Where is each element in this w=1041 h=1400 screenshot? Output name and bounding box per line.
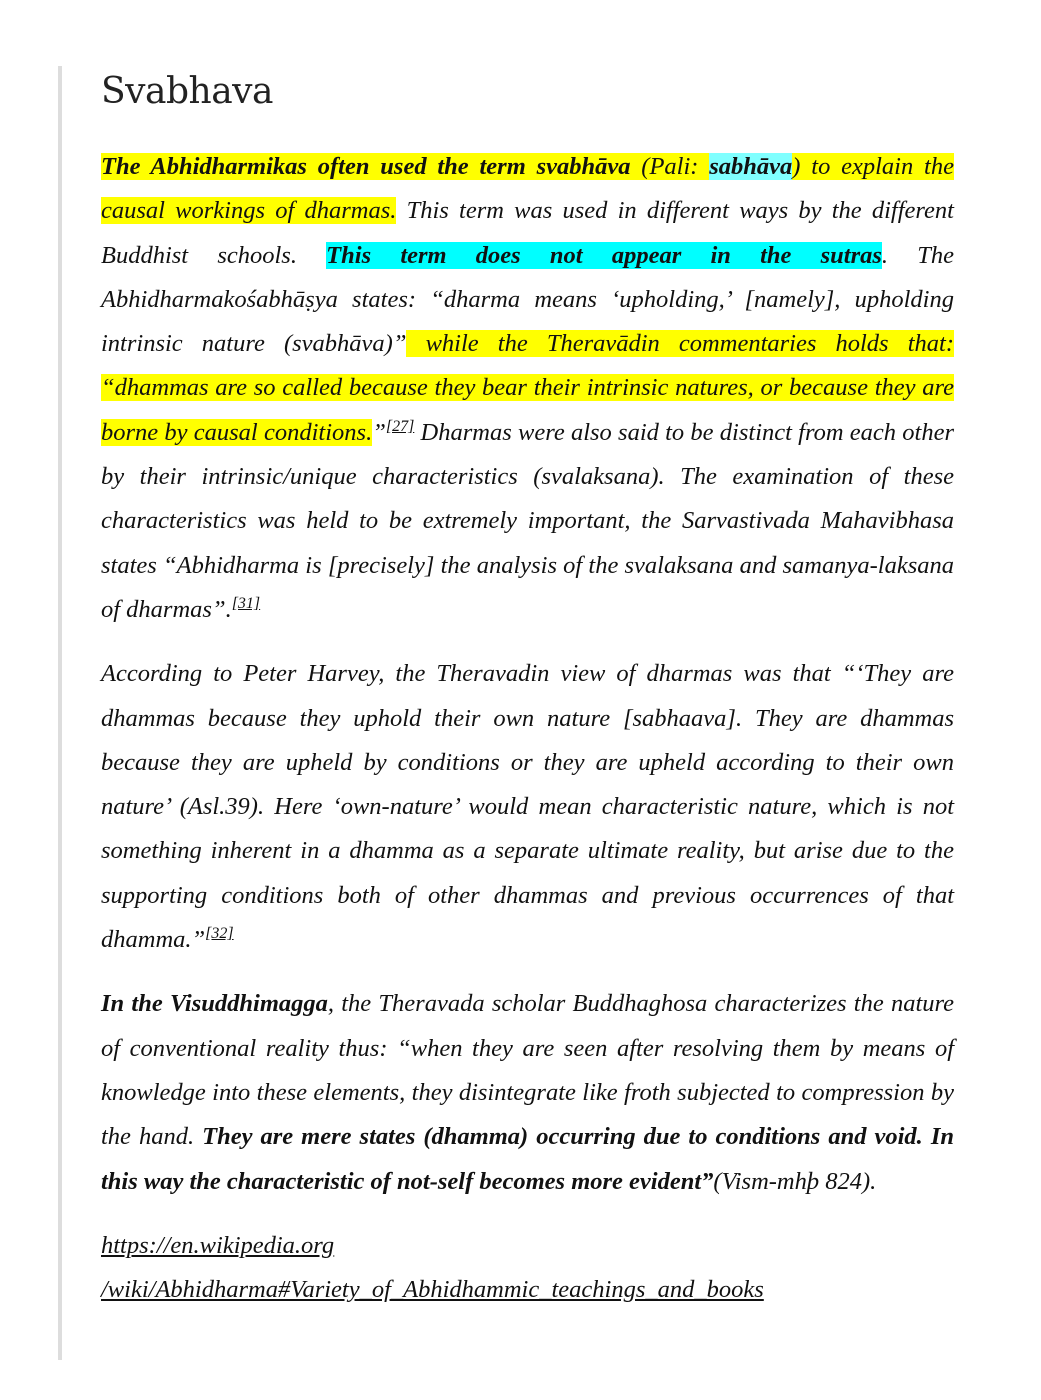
- source-link-line2[interactable]: /wiki/Abhidharma#Variety_of_Abhidhammic_teachings_and_books: [101, 1276, 764, 1304]
- paragraph-harvey: [101, 652, 954, 962]
- text-segment: . The Abhidharmakośabhāṣya states: “dharma means ‘upholding,’ [namely], upholding intrinsic nature (svabhāva)”: [101, 241, 954, 358]
- text-segment: Dharmas were also said to be distinct from each other by their intrinsic/unique characteristics (svalaksana). The examination of these characteristics was held to be extremely important, the Sarvastivada Mahavibhasa states “Abhidharma is [precisely] the analysis of the svalaksana and samanya-laksana of dharmas”.: [101, 418, 955, 623]
- section-title: Svabhava: [101, 71, 273, 112]
- source-paragraph: [101, 1224, 954, 1313]
- highlighted-text: [326, 242, 882, 269]
- reference-link[interactable]: [27]: [385, 417, 415, 435]
- blockquote-bar: [58, 66, 62, 1360]
- bold-text: The Abhidharmikas often used the term svabhāva: [101, 153, 631, 180]
- paragraph-visuddhimagga: [101, 982, 954, 1203]
- text-segment: , the Theravada scholar Buddhaghosa characterizes the nature of conventional reality thus: “when they are seen after resolving them by means of knowledge into these elements, they disintegrate like froth subjected to compression by the hand.: [101, 990, 954, 1151]
- highlighted-text: while the Theravādin commentaries holds that: “dhammas are so called because they bear their intrinsic natures, or because they are borne by causal conditions.: [101, 330, 954, 446]
- text-segment: (Pali:: [630, 153, 710, 180]
- bold-text: This term does not appear in the sutras: [326, 241, 882, 269]
- bold-text: In the Visuddhimagga: [101, 990, 328, 1018]
- bold-term: sabhāva: [709, 153, 793, 180]
- text-segment: ”: [372, 418, 386, 446]
- source-link[interactable]: [101, 1224, 954, 1313]
- blockquote: [101, 66, 954, 1312]
- paragraph-svabhava: [101, 145, 954, 632]
- reference-link[interactable]: [31]: [231, 594, 261, 612]
- source-link-line1[interactable]: https://en.wikipedia.org: [101, 1231, 335, 1259]
- bold-text: They are mere states (dhamma) occurring due to conditions and void. In this way the characteristic of not-self becomes more evident”: [101, 1123, 954, 1195]
- highlighted-term: [709, 153, 792, 180]
- text-segment: According to Peter Harvey, the Theravadin view of dharmas was that “‘They are dhammas because they uphold their own nature [sabhaava]. They are dhammas because they are upheld by conditions or they are upheld according to their own nature’ (Asl.39). Here ‘own-nature’ would mean characteristic nature, which is not something inherent in a dhamma as a separate ultimate reality, but arise due to the supporting conditions both of other dhammas and previous occurrences of that dhamma.”: [101, 660, 954, 954]
- text-segment: (Vism-mhþ 824).: [713, 1167, 877, 1195]
- text-segment: This term was used in different ways by the different Buddhist schools.: [101, 197, 954, 269]
- text-segment: ) to explain the causal workings of dharmas.: [101, 153, 954, 225]
- reference-link[interactable]: [32]: [205, 925, 234, 943]
